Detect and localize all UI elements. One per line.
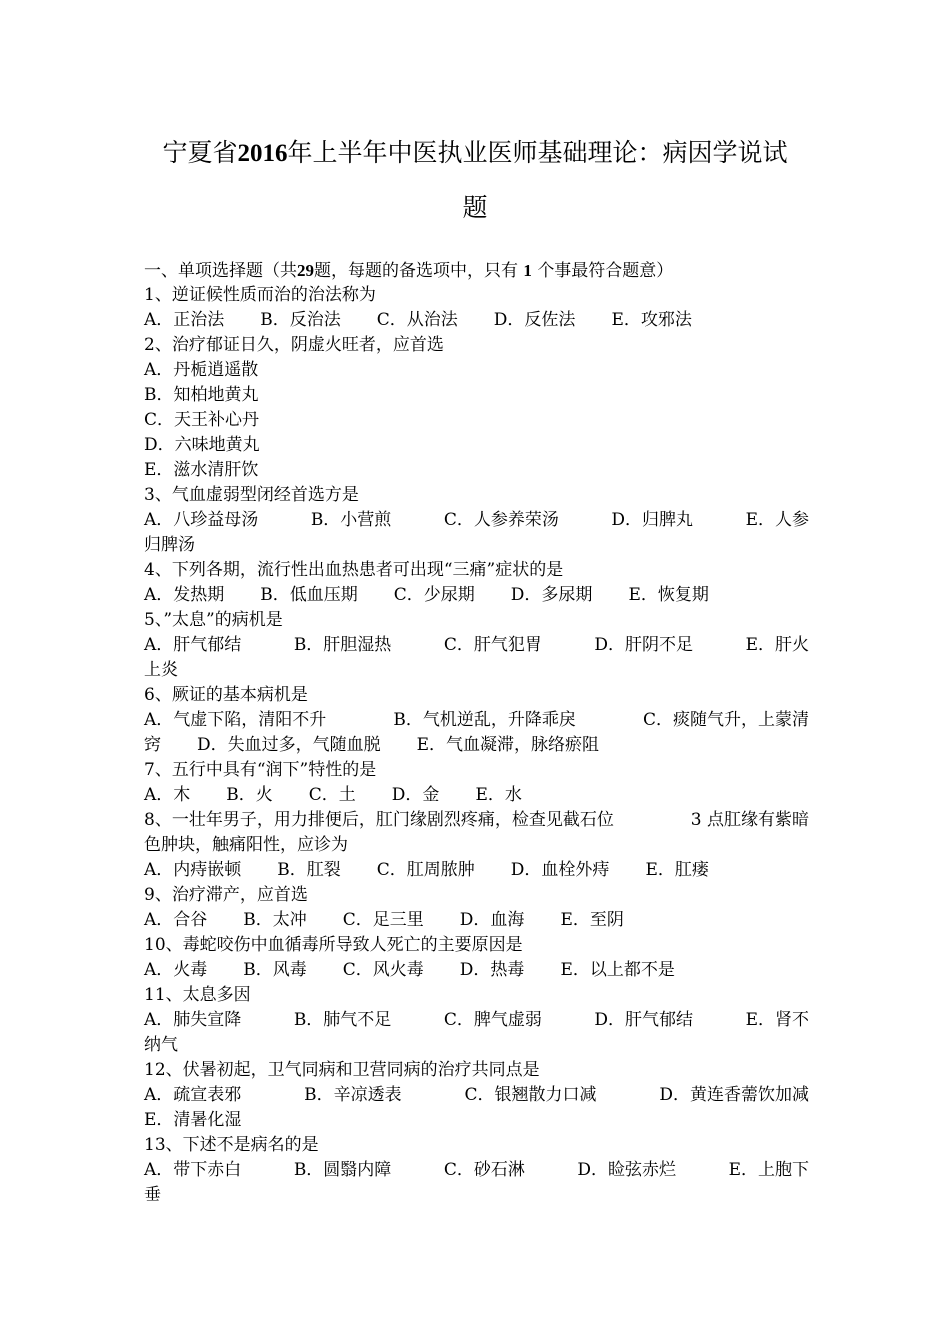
option-b: B．肺气不足 [293, 1010, 392, 1030]
option-e: E．水 [475, 785, 522, 805]
option-a: A．八珍益母汤 [144, 510, 259, 530]
option-row [144, 1158, 809, 1183]
option-e-continued: 上炎 [144, 660, 178, 680]
option-e: E．滋水清肝饮 [144, 460, 259, 480]
question-stem: 11、太息多因 [144, 985, 251, 1005]
option-a: A．疏宣表邪 [144, 1085, 242, 1105]
question-stem: 2、治疗郁证日久，阴虚火旺者，应首选 [144, 335, 444, 355]
option-b: B．风毒 [243, 960, 307, 980]
option-e: E．人参 [745, 510, 809, 530]
option-c: C．天王补心丹 [144, 410, 260, 430]
option-c: C．痰随气升，上蒙清 [642, 710, 809, 730]
option-a: A．正治法 [144, 310, 225, 330]
option-b: B．低血压期 [260, 585, 358, 605]
option-b: B．小营煎 [310, 510, 392, 530]
option-d: D．黄连香薷饮加减 [659, 1085, 809, 1105]
option-row [144, 583, 809, 608]
option-c: C．脾气虚弱 [443, 1010, 542, 1030]
option-b: B．火 [226, 785, 273, 805]
option-e: E．肛瘘 [645, 860, 709, 880]
option-c: C．砂石淋 [443, 1160, 525, 1180]
option-c: C．人参养荣汤 [443, 510, 559, 530]
option-d: D．失血过多，气随血脱 [197, 735, 381, 755]
option-d: D．金 [391, 785, 440, 805]
option-b: B．肝胆湿热 [293, 635, 392, 655]
question-stem: 13、下述不是病名的是 [144, 1135, 319, 1155]
option-e: E．以上都不是 [560, 960, 675, 980]
option-b: B．太冲 [243, 910, 307, 930]
option-e-continued: 纳气 [144, 1035, 178, 1055]
option-row [144, 1008, 809, 1033]
option-b: B．肛裂 [277, 860, 341, 880]
option-b: B．反治法 [260, 310, 341, 330]
option-row [144, 633, 809, 658]
option-e: E．肾不 [745, 1010, 809, 1030]
option-c: C．肝气犯胃 [443, 635, 542, 655]
option-e: E．恢复期 [628, 585, 709, 605]
option-d: D．肝阴不足 [594, 635, 694, 655]
option-c-continued: 窍 [144, 735, 161, 755]
option-a: A．带下赤白 [144, 1160, 242, 1180]
stem-text: 3 点肛缘有紫暗 [690, 810, 809, 830]
option-b: B．知柏地黄丸 [144, 385, 259, 405]
page-title [120, 126, 830, 235]
question-stem: 1、逆证候性质而治的治法称为 [144, 285, 376, 305]
option-d: D．多尿期 [510, 585, 593, 605]
option-row [144, 908, 809, 933]
option-e: E．攻邪法 [611, 310, 692, 330]
question-stem: 3、气血虚弱型闭经首选方是 [144, 485, 359, 505]
option-d: D．血栓外痔 [510, 860, 610, 880]
answer-count: 1 [523, 261, 532, 280]
question-stem: 6、厥证的基本病机是 [144, 685, 308, 705]
question-stem: 7、五行中具有“润下”特性的是 [144, 760, 377, 780]
section-text: 题，每题的备选项中，只有 [314, 261, 518, 281]
option-b: B．气机逆乱，升降乖戾 [393, 710, 576, 730]
option-b: B．圆翳内障 [293, 1160, 392, 1180]
question-stem: 5、”太息”的病机是 [144, 610, 283, 630]
option-row [144, 1083, 809, 1108]
option-e: E．肝火 [745, 635, 809, 655]
option-a: A．发热期 [144, 585, 225, 605]
option-d: D．睑弦赤烂 [577, 1160, 677, 1180]
option-c: C．少尿期 [393, 585, 475, 605]
option-a: A．木 [144, 785, 191, 805]
option-d: D．归脾丸 [611, 510, 694, 530]
option-d: D．肝气郁结 [594, 1010, 694, 1030]
option-a: A．内痔嵌顿 [144, 860, 242, 880]
option-c: C．肛周脓肿 [376, 860, 475, 880]
option-e-continued: 垂 [144, 1185, 161, 1205]
stem-text: 8、一壮年男子，用力排便后，肛门缘剧烈疼痛，检查见截石位 [144, 810, 614, 830]
question-list [144, 258, 809, 1208]
option-row [144, 958, 809, 983]
option-row [144, 783, 809, 808]
option-a: A．肺失宣降 [144, 1010, 242, 1030]
option-c: C．风火毒 [342, 960, 424, 980]
option-e: E．气血凝滞，脉络瘀阻 [416, 735, 600, 755]
question-stem: 4、下列各期，流行性出血热患者可出现“三痛”症状的是 [144, 560, 564, 580]
question-stem-continued: 色肿块，触痛阳性，应诊为 [144, 835, 348, 855]
section-text: 一、单项选择题（共 [144, 261, 297, 281]
section-heading [144, 258, 809, 283]
option-row [144, 858, 809, 883]
option-c: C．银翘散力口减 [464, 1085, 597, 1105]
question-stem [144, 808, 809, 833]
option-a: A．丹栀逍遥散 [144, 360, 259, 380]
option-a: A．火毒 [144, 960, 208, 980]
title-text: 年上半年中医执业医师基础理论：病因学说试 [287, 138, 788, 167]
option-e: E．清暑化湿 [144, 1110, 242, 1130]
option-e: E．上胞下 [728, 1160, 809, 1180]
option-c: C．足三里 [342, 910, 424, 930]
option-a: A．气虚下陷，清阳不升 [144, 710, 327, 730]
option-d: D．六味地黄丸 [144, 435, 260, 455]
option-row [144, 708, 809, 733]
option-e: E．至阴 [560, 910, 624, 930]
title-line-2: 题 [462, 193, 488, 222]
option-b: B．辛凉透表 [304, 1085, 402, 1105]
option-c: C．从治法 [376, 310, 458, 330]
option-c: C．土 [308, 785, 356, 805]
title-line-1 [120, 126, 830, 181]
option-d: D．热毒 [459, 960, 525, 980]
question-count: 29 [297, 261, 314, 280]
section-text: 个事最符合题意） [537, 261, 674, 281]
option-row [144, 733, 809, 758]
option-e-continued: 归脾汤 [144, 535, 195, 555]
option-d: D．反佐法 [493, 310, 576, 330]
question-stem: 10、毒蛇咬伤中血循毒所导致人死亡的主要原因是 [144, 935, 523, 955]
option-row [144, 308, 809, 333]
question-stem: 12、伏暑初起，卫气同病和卫营同病的治疗共同点是 [144, 1060, 540, 1080]
option-a: A．合谷 [144, 910, 208, 930]
option-row [144, 508, 809, 533]
title-text: 宁夏省 [162, 138, 238, 167]
title-year: 2016 [237, 140, 288, 167]
option-d: D．血海 [459, 910, 525, 930]
question-stem: 9、治疗滞产，应首选 [144, 885, 308, 905]
option-a: A．肝气郁结 [144, 635, 242, 655]
